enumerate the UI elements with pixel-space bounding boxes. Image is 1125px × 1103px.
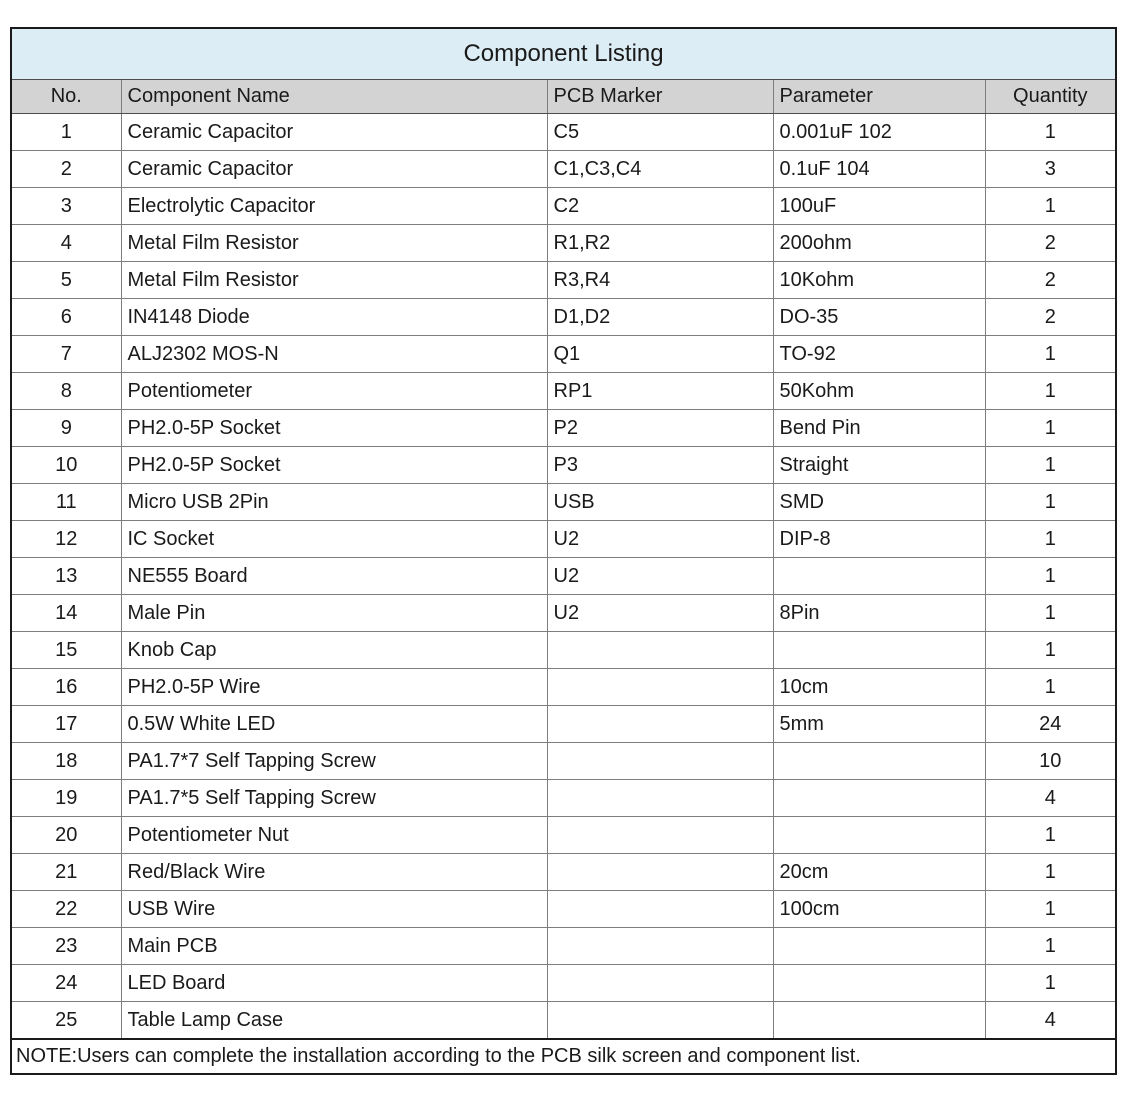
table-note-row: [11, 1039, 1116, 1074]
cell-no: 15: [11, 632, 121, 669]
cell-quantity: 1: [985, 336, 1116, 373]
cell-parameter: [773, 743, 985, 780]
cell-parameter: [773, 965, 985, 1002]
cell-pcb-marker: [547, 854, 773, 891]
cell-pcb-marker: [547, 632, 773, 669]
note-text: NOTE:Users can complete the installation according to the PCB silk screen and component list.: [11, 1039, 1116, 1074]
table-row: [11, 706, 1116, 743]
cell-no: 5: [11, 262, 121, 299]
cell-component-name: PA1.7*5 Self Tapping Screw: [121, 780, 547, 817]
cell-quantity: 1: [985, 447, 1116, 484]
cell-pcb-marker: [547, 1002, 773, 1040]
cell-pcb-marker: [547, 891, 773, 928]
cell-pcb-marker: USB: [547, 484, 773, 521]
cell-component-name: PH2.0-5P Wire: [121, 669, 547, 706]
cell-pcb-marker: C5: [547, 114, 773, 151]
table-row: [11, 114, 1116, 151]
table-header-row: [11, 80, 1116, 114]
cell-parameter: [773, 817, 985, 854]
cell-pcb-marker: P2: [547, 410, 773, 447]
cell-pcb-marker: [547, 965, 773, 1002]
cell-no: 24: [11, 965, 121, 1002]
cell-quantity: 1: [985, 854, 1116, 891]
table-row: [11, 817, 1116, 854]
cell-pcb-marker: [547, 780, 773, 817]
cell-component-name: LED Board: [121, 965, 547, 1002]
component-listing-table-wrap: [10, 27, 1117, 1075]
cell-component-name: Ceramic Capacitor: [121, 114, 547, 151]
cell-parameter: 0.001uF 102: [773, 114, 985, 151]
cell-pcb-marker: U2: [547, 521, 773, 558]
cell-no: 25: [11, 1002, 121, 1040]
cell-component-name: Male Pin: [121, 595, 547, 632]
cell-quantity: 2: [985, 299, 1116, 336]
table-row: [11, 484, 1116, 521]
cell-pcb-marker: [547, 817, 773, 854]
table-row: [11, 262, 1116, 299]
cell-quantity: 4: [985, 1002, 1116, 1040]
table-row: [11, 669, 1116, 706]
cell-parameter: Bend Pin: [773, 410, 985, 447]
table-row: [11, 928, 1116, 965]
col-header-component-name: Component Name: [121, 80, 547, 114]
cell-component-name: NE555 Board: [121, 558, 547, 595]
cell-quantity: 1: [985, 632, 1116, 669]
cell-no: 10: [11, 447, 121, 484]
cell-component-name: Micro USB 2Pin: [121, 484, 547, 521]
cell-no: 3: [11, 188, 121, 225]
cell-quantity: 4: [985, 780, 1116, 817]
cell-component-name: Red/Black Wire: [121, 854, 547, 891]
cell-component-name: Table Lamp Case: [121, 1002, 547, 1040]
cell-pcb-marker: C2: [547, 188, 773, 225]
table-row: [11, 410, 1116, 447]
cell-no: 18: [11, 743, 121, 780]
cell-component-name: Electrolytic Capacitor: [121, 188, 547, 225]
cell-pcb-marker: [547, 928, 773, 965]
cell-component-name: IN4148 Diode: [121, 299, 547, 336]
cell-quantity: 1: [985, 410, 1116, 447]
cell-component-name: ALJ2302 MOS-N: [121, 336, 547, 373]
cell-parameter: 50Kohm: [773, 373, 985, 410]
component-listing-table: [10, 27, 1117, 1075]
table-row: [11, 780, 1116, 817]
cell-no: 17: [11, 706, 121, 743]
cell-parameter: DO-35: [773, 299, 985, 336]
cell-component-name: Metal Film Resistor: [121, 262, 547, 299]
cell-pcb-marker: U2: [547, 558, 773, 595]
table-row: [11, 1002, 1116, 1040]
table-row: [11, 854, 1116, 891]
cell-component-name: USB Wire: [121, 891, 547, 928]
col-header-parameter: Parameter: [773, 80, 985, 114]
cell-no: 21: [11, 854, 121, 891]
cell-component-name: Knob Cap: [121, 632, 547, 669]
cell-no: 16: [11, 669, 121, 706]
table-row: [11, 447, 1116, 484]
cell-parameter: 8Pin: [773, 595, 985, 632]
cell-quantity: 3: [985, 151, 1116, 188]
table-row: [11, 373, 1116, 410]
cell-pcb-marker: R3,R4: [547, 262, 773, 299]
cell-parameter: 0.1uF 104: [773, 151, 985, 188]
table-title-row: [11, 28, 1116, 80]
table-row: [11, 225, 1116, 262]
cell-parameter: [773, 558, 985, 595]
table-row: [11, 891, 1116, 928]
col-header-no: No.: [11, 80, 121, 114]
cell-quantity: 1: [985, 521, 1116, 558]
cell-pcb-marker: R1,R2: [547, 225, 773, 262]
cell-quantity: 1: [985, 188, 1116, 225]
table-row: [11, 521, 1116, 558]
cell-component-name: IC Socket: [121, 521, 547, 558]
table-row: [11, 595, 1116, 632]
cell-parameter: 20cm: [773, 854, 985, 891]
cell-parameter: 10Kohm: [773, 262, 985, 299]
cell-quantity: 1: [985, 114, 1116, 151]
cell-component-name: 0.5W White LED: [121, 706, 547, 743]
cell-parameter: [773, 632, 985, 669]
cell-no: 8: [11, 373, 121, 410]
table-row: [11, 965, 1116, 1002]
table-row: [11, 151, 1116, 188]
cell-pcb-marker: RP1: [547, 373, 773, 410]
cell-pcb-marker: U2: [547, 595, 773, 632]
cell-quantity: 10: [985, 743, 1116, 780]
cell-component-name: Metal Film Resistor: [121, 225, 547, 262]
table-row: [11, 632, 1116, 669]
cell-quantity: 1: [985, 373, 1116, 410]
cell-no: 11: [11, 484, 121, 521]
cell-parameter: [773, 780, 985, 817]
col-header-quantity: Quantity: [985, 80, 1116, 114]
cell-pcb-marker: Q1: [547, 336, 773, 373]
cell-no: 7: [11, 336, 121, 373]
cell-component-name: Main PCB: [121, 928, 547, 965]
cell-parameter: TO-92: [773, 336, 985, 373]
page-title: Component Listing: [11, 28, 1116, 80]
col-header-pcb-marker: PCB Marker: [547, 80, 773, 114]
cell-pcb-marker: P3: [547, 447, 773, 484]
cell-pcb-marker: D1,D2: [547, 299, 773, 336]
cell-component-name: PH2.0-5P Socket: [121, 410, 547, 447]
cell-component-name: PH2.0-5P Socket: [121, 447, 547, 484]
cell-no: 19: [11, 780, 121, 817]
cell-pcb-marker: C1,C3,C4: [547, 151, 773, 188]
cell-pcb-marker: [547, 743, 773, 780]
cell-pcb-marker: [547, 706, 773, 743]
cell-quantity: 1: [985, 484, 1116, 521]
cell-parameter: 100cm: [773, 891, 985, 928]
cell-quantity: 1: [985, 965, 1116, 1002]
table-row: [11, 299, 1116, 336]
cell-no: 2: [11, 151, 121, 188]
cell-parameter: Straight: [773, 447, 985, 484]
table-row: [11, 336, 1116, 373]
table-row: [11, 743, 1116, 780]
cell-quantity: 1: [985, 891, 1116, 928]
cell-no: 12: [11, 521, 121, 558]
cell-component-name: Potentiometer: [121, 373, 547, 410]
cell-no: 20: [11, 817, 121, 854]
cell-component-name: Potentiometer Nut: [121, 817, 547, 854]
cell-no: 14: [11, 595, 121, 632]
cell-parameter: SMD: [773, 484, 985, 521]
cell-component-name: PA1.7*7 Self Tapping Screw: [121, 743, 547, 780]
cell-no: 13: [11, 558, 121, 595]
cell-quantity: 1: [985, 928, 1116, 965]
cell-no: 1: [11, 114, 121, 151]
cell-no: 23: [11, 928, 121, 965]
cell-parameter: 5mm: [773, 706, 985, 743]
cell-no: 4: [11, 225, 121, 262]
cell-pcb-marker: [547, 669, 773, 706]
cell-no: 22: [11, 891, 121, 928]
cell-quantity: 24: [985, 706, 1116, 743]
cell-quantity: 1: [985, 817, 1116, 854]
cell-no: 9: [11, 410, 121, 447]
cell-parameter: DIP-8: [773, 521, 985, 558]
cell-quantity: 1: [985, 595, 1116, 632]
cell-quantity: 2: [985, 262, 1116, 299]
cell-parameter: 100uF: [773, 188, 985, 225]
cell-parameter: 200ohm: [773, 225, 985, 262]
cell-component-name: Ceramic Capacitor: [121, 151, 547, 188]
cell-parameter: 10cm: [773, 669, 985, 706]
cell-no: 6: [11, 299, 121, 336]
cell-quantity: 2: [985, 225, 1116, 262]
table-row: [11, 558, 1116, 595]
cell-parameter: [773, 928, 985, 965]
cell-quantity: 1: [985, 669, 1116, 706]
cell-parameter: [773, 1002, 985, 1040]
table-row: [11, 188, 1116, 225]
cell-quantity: 1: [985, 558, 1116, 595]
